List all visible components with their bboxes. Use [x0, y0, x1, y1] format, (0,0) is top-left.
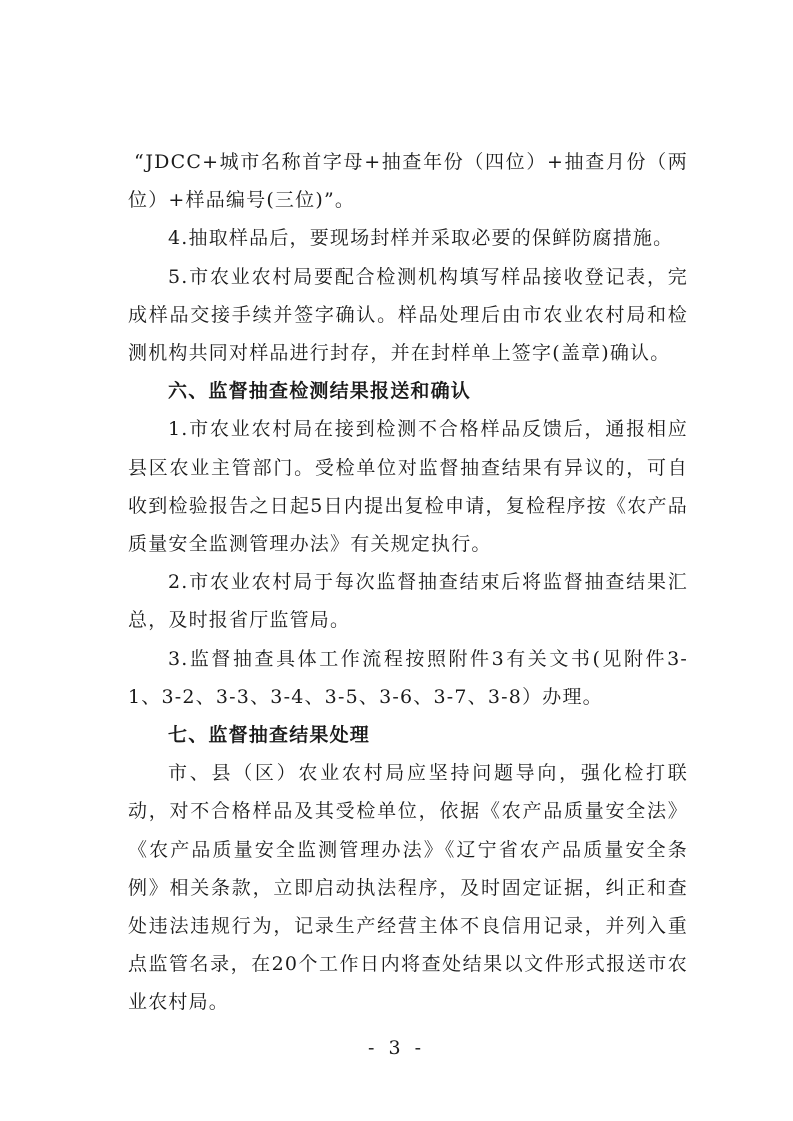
paragraph-item-5: 5.市农业农村局要配合检测机构填写样品接收登记表，完成样品交接手续并签字确认。样品处理后由市农业农村局和检测机构共同对样品进行封存，并在封样单上签字(盖章)确认。: [128, 265, 688, 365]
paragraph-section7-body: 市、县（区）农业农村局应坚持问题导向，强化检打联动，对不合格样品及其受检单位，依据《农产品质量安全法》《农产品质量安全监测管理办法》《辽宁省农产品质量安全条例》相关条款，立即启动执法程序，及时固定证据，纠正和查处违法违规行为，记录生产经营主体不良信用记录，并列入重点监管名录，在20个工作日内将查处结果以文件形式报送市农业农村局。: [128, 762, 688, 1014]
paragraph-section6-item-2: 2.市农业农村局于每次监督抽查结束后将监督抽查结果汇总，及时报省厅监管局。: [128, 571, 688, 632]
paragraph-section6-item-1: 1.市农业农村局在接到检测不合格样品反馈后，通报相应县区农业主管部门。受检单位对监督抽查结果有异议的，可自收到检验报告之日起5日内提出复检申请，复检程序按《农产品质量安全监测管理办法》有关规定执行。: [128, 418, 688, 556]
paragraph-section6-item-3: 3.监督抽查具体工作流程按照附件3有关文书(见附件3-1、3-2、3-3、3-4、3-5、3-6、3-7、3-8）办理。: [128, 647, 688, 708]
document-body: [128, 143, 688, 1022]
section-heading-7: 七、监督抽查结果处理: [168, 724, 371, 747]
section-heading-6: 六、监督抽查检测结果报送和确认: [168, 380, 472, 403]
page-number: - 3 -: [367, 1037, 425, 1059]
paragraph-sample-code-format: “JDCC+城市名称首字母+抽查年份（四位）+抽查月份（两位）+样品编号(三位)”。: [128, 151, 688, 212]
paragraph-item-4: 4.抽取样品后，要现场封样并采取必要的保鲜防腐措施。: [168, 227, 674, 250]
